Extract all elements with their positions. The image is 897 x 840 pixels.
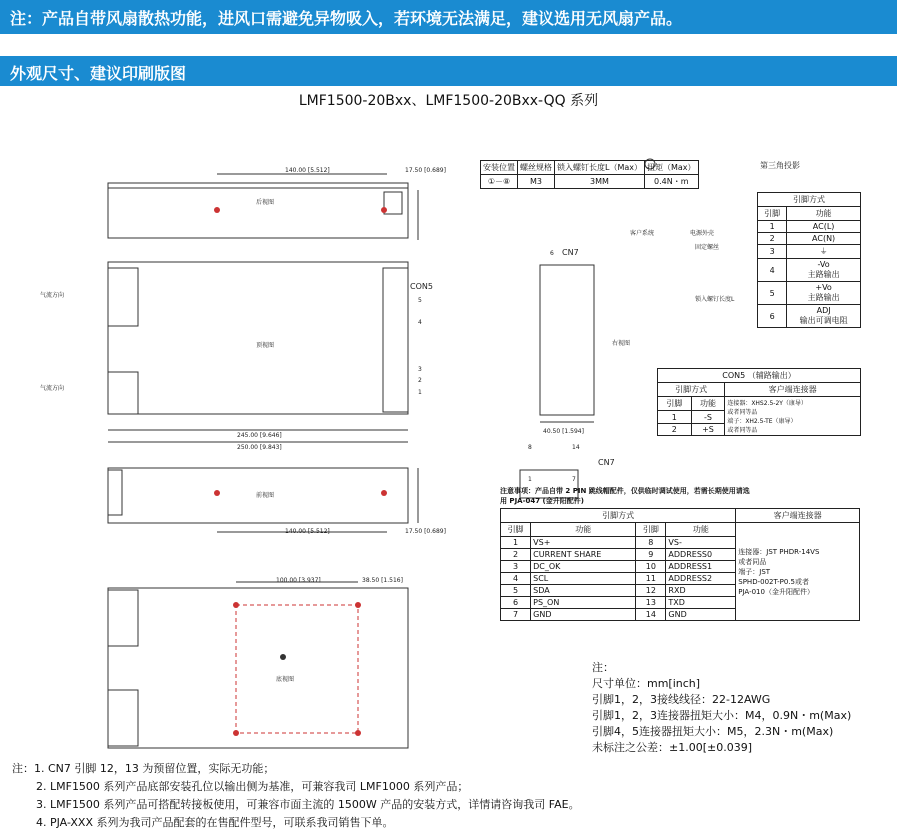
dim-38-5: 38.50 [1.516] bbox=[362, 577, 403, 584]
cn7-h-pin-1: 引脚 bbox=[501, 523, 531, 537]
cn7-conn-5: PJA-010（金升阳配件） bbox=[738, 587, 814, 596]
cn7-r5-c4: RXD bbox=[666, 585, 736, 597]
con5-pin-5: 5 bbox=[418, 297, 422, 304]
dim-17-5-top: 17.50 [0.689] bbox=[405, 167, 446, 174]
cn7-r1-c4: VS- bbox=[666, 537, 736, 549]
right-note-2: 引脚1，2，3接线线径：22-12AWG bbox=[592, 693, 771, 706]
cn7-r7-c3: 14 bbox=[636, 609, 666, 621]
right-note-0: 注： bbox=[592, 661, 614, 674]
cn7-r3-c1: 3 bbox=[501, 561, 531, 573]
pm-func-4 bbox=[787, 259, 861, 282]
dim-140-front: 140.00 [5.512] bbox=[285, 528, 330, 535]
pm-func-6 bbox=[787, 305, 861, 328]
airflow-label-2: 气流方向 bbox=[40, 385, 65, 392]
screw-c1: ①－⑧ bbox=[481, 175, 518, 189]
pin-method-table bbox=[757, 192, 861, 328]
pm-pin-3: 3 bbox=[758, 245, 787, 259]
cn7-conn-4: SPHD-002T-P0.5或者 bbox=[738, 577, 809, 586]
cn7-pin-method: 引脚方式 bbox=[501, 509, 736, 523]
cn7-pin-7: 7 bbox=[572, 476, 576, 483]
warning-text: 注：产品自带风扇散热功能，进风口需避免异物吸入，若环境无法满足，建议选用无风扇产品。 bbox=[10, 9, 683, 28]
rear-view-outline bbox=[108, 183, 408, 238]
screw-c4: 0.4N・m bbox=[645, 175, 699, 189]
top-view-label: 顶视图 bbox=[256, 342, 275, 349]
pm-func-5-main: +Vo bbox=[815, 283, 832, 292]
cn7-customer: 客户端连接器 bbox=[736, 509, 860, 523]
bottom-note-3: 3. LMF1500 系列产品可搭配转接板使用，可兼容市面主流的 1500W 产品的安装方式，详情请咨询我司 FAE。 bbox=[36, 798, 580, 811]
cn7-r6-c3: 13 bbox=[636, 597, 666, 609]
cn7-r2-c2: CURRENT SHARE bbox=[531, 549, 636, 561]
dim-100: 100.00 [3.937] bbox=[276, 577, 321, 584]
dim-245: 245.00 [9.646] bbox=[237, 432, 282, 439]
warning-banner bbox=[0, 0, 897, 34]
screw-h3: 锁入螺钉长度L（Max） bbox=[555, 161, 645, 175]
con5-conn-3: 端子：XH2.5-TE（康导） bbox=[727, 418, 797, 425]
right-note-4: 引脚4，5连接器扭矩大小：M5，2.3N・m(Max) bbox=[592, 725, 834, 738]
cn7-conn-1: 连接器：JST PHDR-14VS bbox=[738, 547, 820, 556]
cn7-top-pin: 6 bbox=[550, 250, 554, 257]
bottom-view-label: 底视图 bbox=[276, 676, 295, 683]
pm-func-3: ⏚ bbox=[787, 245, 861, 259]
con5-pin-3: 3 bbox=[418, 366, 422, 373]
dim-140-top: 140.00 [5.512] bbox=[285, 167, 330, 174]
con5-pin-1: 1 bbox=[418, 389, 422, 396]
con5-r2-func: +S bbox=[691, 423, 725, 435]
series-title: LMF1500-20Bxx、LMF1500-20Bxx-QQ 系列 bbox=[298, 93, 599, 109]
con5-title: CON5 （辅路输出） bbox=[658, 369, 861, 383]
cn7-r3-c2: DC_OK bbox=[531, 561, 636, 573]
cn7-r7-c4: GND bbox=[666, 609, 736, 621]
cn7-bottom-label: CN7 bbox=[598, 458, 615, 467]
right-notes bbox=[592, 660, 851, 756]
section-header bbox=[0, 56, 897, 86]
cn7-note: 注意事项：产品自带 2 PIN 跳线帽配件，仅供临时调试使用，若需长期使用请选用 PJA-047 (金升阳配件) bbox=[500, 487, 750, 505]
bottom-notes bbox=[12, 760, 580, 832]
con5-h-func: 功能 bbox=[691, 397, 725, 411]
cn7-h-func-2: 功能 bbox=[666, 523, 736, 537]
con5-conn-1: 连接器：XHS2.5-2Y（康导） bbox=[727, 400, 807, 407]
cn7-r7-c2: GND bbox=[531, 609, 636, 621]
right-view-label: 右视图 bbox=[612, 340, 631, 347]
cn7-r6-c2: PS_ON bbox=[531, 597, 636, 609]
cn7-r2-c4: ADDRESS0 bbox=[666, 549, 736, 561]
con5-drawing-label: CON5 bbox=[410, 282, 433, 291]
bottom-note-2: 2. LMF1500 系列产品底部安装孔位以输出侧为基准，可兼容我司 LMF1000 系列产品； bbox=[36, 780, 469, 793]
con5-customer: 客户端连接器 bbox=[725, 383, 861, 397]
pm-func-4-sub: 主路输出 bbox=[807, 270, 840, 279]
pin-method-title: 引脚方式 bbox=[758, 193, 861, 207]
con5-pin-4: 4 bbox=[418, 319, 422, 326]
cn7-r5-c2: SDA bbox=[531, 585, 636, 597]
cn7-r1-c3: 8 bbox=[636, 537, 666, 549]
cn7-r3-c3: 10 bbox=[636, 561, 666, 573]
cn7-r1-c1: 1 bbox=[501, 537, 531, 549]
customer-system-label: 客户系统 bbox=[630, 230, 655, 237]
con5-pin-2: 2 bbox=[418, 377, 422, 384]
right-note-3: 引脚1，2，3连接器扭矩大小：M4，0.9N・m(Max) bbox=[592, 709, 852, 722]
cn7-r5-c3: 12 bbox=[636, 585, 666, 597]
cn7-table bbox=[500, 508, 860, 621]
cn7-r6-c4: TXD bbox=[666, 597, 736, 609]
bottom-view-outline bbox=[108, 588, 408, 748]
dim-250: 250.00 [9.843] bbox=[237, 444, 282, 451]
rear-view-label: 后视图 bbox=[256, 199, 275, 206]
pm-func-6-sub: 输出可调电阻 bbox=[799, 316, 848, 325]
cn7-r2-c1: 2 bbox=[501, 549, 531, 561]
bottom-note-4: 4. PJA-XXX 系列为我司产品配套的在售配件型号，可联系我司销售下单。 bbox=[36, 816, 394, 829]
con5-conn-4: 或者同等品 bbox=[727, 427, 758, 434]
ps-shell-label: 电源外壳 bbox=[690, 230, 715, 237]
con5-r1-func: -S bbox=[691, 411, 725, 423]
pin-method-h-pin: 引脚 bbox=[758, 207, 787, 221]
cn7-r4-c3: 11 bbox=[636, 573, 666, 585]
cn7-pin-1: 1 bbox=[528, 476, 532, 483]
right-note-1: 尺寸单位：mm[inch] bbox=[592, 677, 701, 690]
cn7-conn-cell bbox=[736, 523, 860, 621]
pm-pin-5: 5 bbox=[758, 282, 787, 305]
con5-r2-pin: 2 bbox=[658, 423, 692, 435]
cn7-top-label: CN7 bbox=[562, 248, 579, 257]
pm-func-5-sub: 主路输出 bbox=[807, 293, 840, 302]
con5-table bbox=[657, 368, 861, 436]
pm-func-2: AC(N) bbox=[787, 233, 861, 245]
cn7-r4-c1: 4 bbox=[501, 573, 531, 585]
dim-40-5: 40.50 [1.594] bbox=[543, 428, 584, 435]
cn7-h-pin-2: 引脚 bbox=[636, 523, 666, 537]
cn7-r3-c4: ADDRESS1 bbox=[666, 561, 736, 573]
screw-c2: M3 bbox=[518, 175, 555, 189]
con5-conn-2: 或者同等品 bbox=[727, 409, 758, 416]
pm-func-4-main: -Vo bbox=[817, 260, 830, 269]
pm-pin-4: 4 bbox=[758, 259, 787, 282]
third-angle-label: 第三角投影 bbox=[760, 161, 800, 170]
con5-r1-pin: 1 bbox=[658, 411, 692, 423]
front-view-label: 前视图 bbox=[256, 492, 275, 499]
cn7-conn-3: 端子：JST bbox=[738, 567, 771, 576]
side-view-outline bbox=[540, 265, 594, 415]
right-note-5: 未标注之公差：±1.00[±0.039] bbox=[592, 741, 752, 754]
cn7-pin-8: 8 bbox=[528, 444, 532, 451]
pm-func-6-main: ADJ bbox=[816, 306, 831, 315]
screw-h1: 安装位置 bbox=[481, 161, 518, 175]
pm-func-1: AC(L) bbox=[787, 221, 861, 233]
con5-h-pin: 引脚 bbox=[658, 397, 692, 411]
fixing-screw-label: 固定螺丝 bbox=[695, 244, 720, 251]
pm-pin-6: 6 bbox=[758, 305, 787, 328]
cn7-pin-14: 14 bbox=[572, 444, 580, 451]
dim-17-5-front: 17.50 [0.689] bbox=[405, 528, 446, 535]
airflow-label-1: 气流方向 bbox=[40, 292, 65, 299]
bottom-note-1: 注：1. CN7 引脚 12，13 为预留位置，实际无功能； bbox=[12, 762, 275, 775]
cn7-r4-c2: SCL bbox=[531, 573, 636, 585]
cn7-r1-c2: VS+ bbox=[531, 537, 636, 549]
pm-pin-2: 2 bbox=[758, 233, 787, 245]
top-view-outline bbox=[108, 262, 408, 414]
cn7-r2-c3: 9 bbox=[636, 549, 666, 561]
cn7-h-func-1: 功能 bbox=[531, 523, 636, 537]
screw-length-label: 锁入螺钉长度L bbox=[695, 296, 735, 303]
cn7-r7-c1: 7 bbox=[501, 609, 531, 621]
con5-pin-method: 引脚方式 bbox=[658, 383, 725, 397]
cn7-r6-c1: 6 bbox=[501, 597, 531, 609]
con5-conn-cell bbox=[725, 397, 861, 436]
screw-spec-table bbox=[480, 160, 699, 189]
screw-c3: 3MM bbox=[555, 175, 645, 189]
screw-h2: 螺丝规格 bbox=[518, 161, 555, 175]
pm-func-5 bbox=[787, 282, 861, 305]
screw-h4: 扭矩（Max） bbox=[645, 161, 699, 175]
cn7-r4-c4: ADDRESS2 bbox=[666, 573, 736, 585]
pm-pin-1: 1 bbox=[758, 221, 787, 233]
pin-method-h-func: 功能 bbox=[787, 207, 861, 221]
cn7-r5-c1: 5 bbox=[501, 585, 531, 597]
cn7-conn-2: 或者同品 bbox=[738, 557, 767, 566]
section-title: 外观尺寸、建议印刷版图 bbox=[10, 64, 187, 83]
